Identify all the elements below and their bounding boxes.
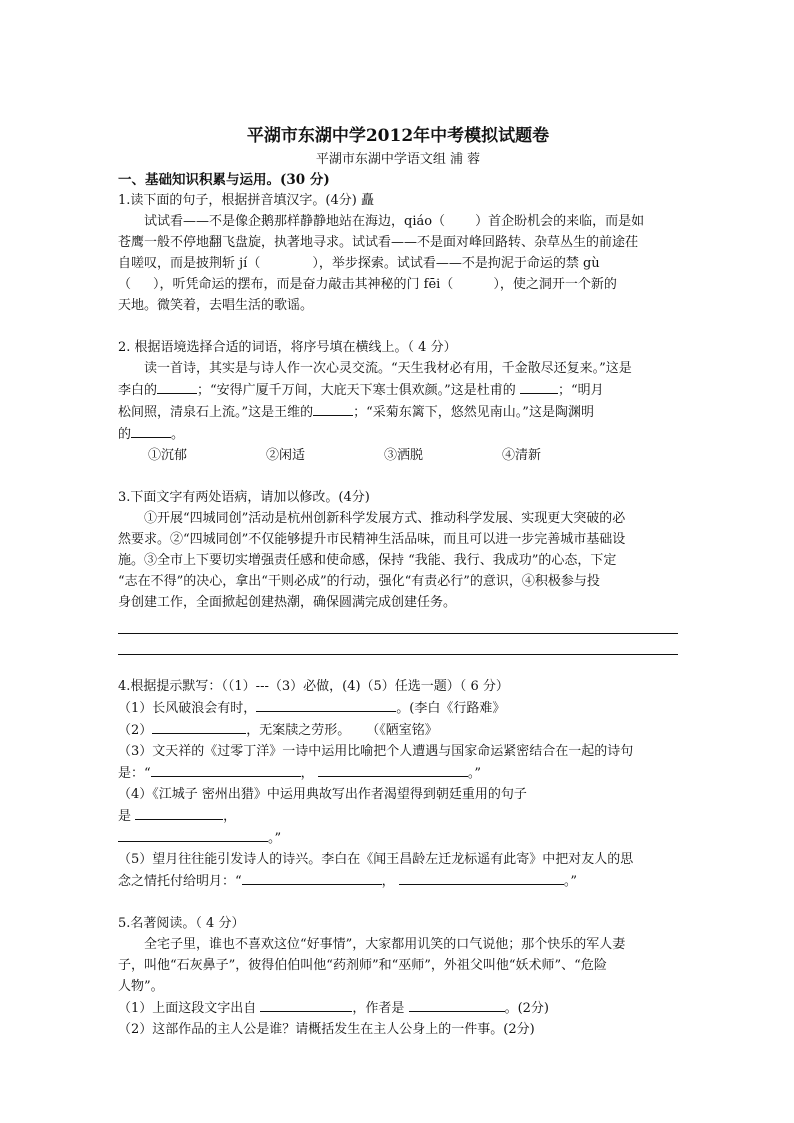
q4-item: 念之情托付给明月：“ ， 。”: [118, 870, 678, 892]
q5-stem: 5.名著阅读。（ 4 分）: [118, 916, 245, 931]
q1-line: 试试看——不是像企鹅那样静静地站在海边，qiáo（ ）首企盼机会的来临，而是如: [144, 214, 645, 229]
q4-stem: 4.根据提示默写：（（1）---（3）必做，(4)（5）任选一题）（ 6 分）: [118, 679, 509, 694]
q4-item: （1）长风破浪会有时， 。(李白《行路难》: [118, 697, 678, 719]
answer-blank[interactable]: [318, 762, 468, 777]
q4-item: 是 ，: [118, 805, 678, 827]
q2-options: [118, 445, 678, 466]
q3-line: 然要求。②“四城同创”不仅能够提升市民精神生活品味，而且可以进一步完善城市基础设: [118, 532, 626, 547]
q1-line: 天地。微笑着，去唱生活的歌谣。: [118, 298, 314, 313]
q4-item: （3）文天祥的《过零丁洋》一诗中运用比喻把个人遭遇与国家命运紧密结合在一起的诗句: [118, 744, 634, 759]
q5-line: 全宅子里，谁也不喜欢这位“好事情”，大家都用讥笑的口气说他；那个快乐的军人妻: [144, 937, 626, 952]
q1-line: （ ），听凭命运的摆布，而是奋力敲击其神秘的门 fēi（ ），使之洞开一个新的: [118, 277, 617, 292]
answer-line[interactable]: [118, 613, 678, 634]
q2-stem: 2. 根据语境选择合适的词语，将序号填在横线上。（ 4 分）: [118, 340, 457, 355]
answer-blank[interactable]: [135, 805, 223, 820]
q2-line: 读一首诗，其实是与诗人作一次心灵交流。“天生我材必有用，千金散尽还复来。”这是: [144, 361, 632, 376]
q5-line: 子，叫他“石灰鼻子”，彼得伯伯叫他“药剂师”和“巫师”，外祖父叫他“妖术师”、“危险: [118, 958, 607, 973]
q1-line: 苍鹰一般不停地翻飞盘旋，执著地寻求。试试看——不是面对峰回路转、杂草丛生的前途茌: [118, 235, 639, 250]
q4-item: 。”: [118, 827, 678, 849]
answer-blank[interactable]: [118, 827, 268, 842]
answer-blank[interactable]: [399, 870, 564, 885]
answer-blank[interactable]: [256, 697, 396, 712]
option: ③洒脱: [384, 448, 424, 463]
answer-blank[interactable]: [131, 423, 171, 438]
answer-blank[interactable]: [152, 719, 246, 734]
q2-line: 李白的 ；“安得广厦千万间，大庇天下寒士俱欢颜。”这是杜甫的 ；“明月: [118, 379, 678, 401]
q2-line: 松间照，清泉石上流。”这是王维的 ；“采菊东篱下，悠然见南山。”这是陶渊明: [118, 401, 678, 423]
q4-item: （5）望月往往能引发诗人的诗兴。李白在《闻王昌龄左迁龙标遥有此寄》中把对友人的思: [118, 852, 634, 867]
q2-line: 的 。: [118, 423, 678, 445]
q3-stem: 3.下面文字有两处语病，请加以修改。(4分): [118, 490, 370, 505]
answer-blank[interactable]: [157, 379, 197, 394]
q5-subquestion: （2）这部作品的主人公是谁？请概括发生在主人公身上的一件事。(2分): [118, 1022, 535, 1037]
q1-stem: 1.读下面的句子，根据拼音填汉字。(4分) 矗: [118, 193, 374, 208]
answer-blank[interactable]: [520, 379, 558, 394]
answer-blank[interactable]: [260, 997, 352, 1012]
q5-subquestion: （1）上面这段文字出自 ，作者是 。(2分): [118, 997, 678, 1019]
q5-line: 人物”。: [118, 979, 164, 994]
answer-blank[interactable]: [409, 997, 505, 1012]
answer-blank[interactable]: [151, 762, 301, 777]
q3-line: “志在不得”的决心，拿出“干则必成”的行动，强化“有责必行”的意识，④积极参与投: [118, 574, 600, 589]
q3-line: 施。③全市上下要切实增强责任感和使命感，保持 “我能、我行、我成功”的心态，下定: [118, 553, 617, 568]
option: ④清新: [502, 448, 542, 463]
page-title: 平湖市东湖中学2012年中考模拟试题卷: [246, 126, 550, 146]
answer-line[interactable]: [118, 634, 678, 655]
q4-item: （2） ，无案牍之劳形。 （《陋室铭》: [118, 719, 678, 741]
answer-blank[interactable]: [242, 870, 382, 885]
q4-item: （4）《江城子 密州出猎》中运用典故写出作者渴望得到朝廷重用的句子: [118, 787, 527, 802]
q1-line: 自嗟叹，而是披荆斩 jí（ ），举步探索。试试看——不是拘泥于命运的禁 gù: [118, 256, 600, 271]
q3-line: 身创建工作，全面掀起创建热潮，确保圆满完成创建任务。: [118, 595, 457, 610]
page-subtitle: 平湖市东湖中学语文组 浦 蓉: [315, 152, 481, 167]
answer-blank[interactable]: [313, 401, 353, 416]
option: ①沉郁: [148, 448, 188, 463]
exam-page: [118, 124, 678, 1040]
q4-item: 是：“ ， 。”: [118, 762, 678, 784]
option: ②闲适: [266, 448, 306, 463]
section-heading: 一、基础知识积累与运用。(30 分): [118, 172, 330, 188]
q3-line: ①开展“四城同创”活动是杭州创新科学发展方式、推动科学发展、实现更大突破的必: [144, 511, 626, 526]
